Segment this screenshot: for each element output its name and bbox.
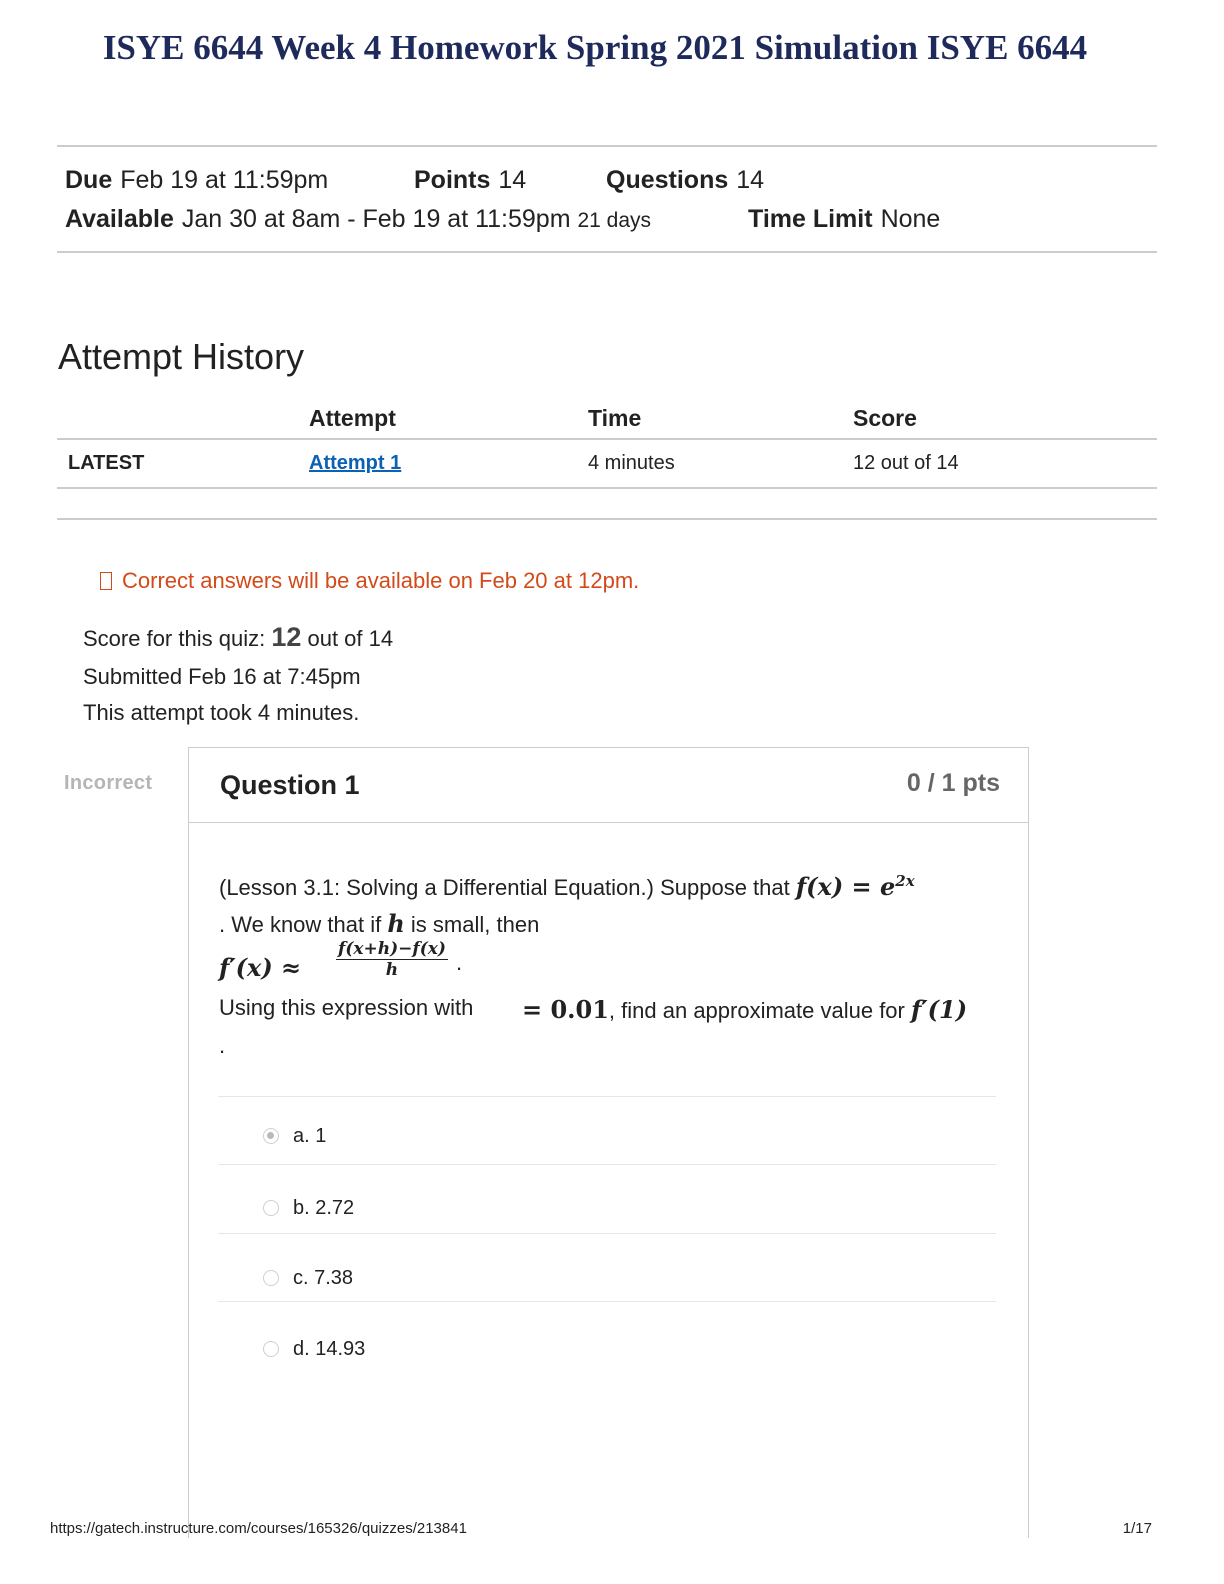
column-header-time: Time — [588, 405, 642, 431]
due-date: Due Feb 19 at 11:59pm — [65, 166, 329, 194]
radio-icon[interactable] — [263, 1200, 279, 1216]
answers-divider — [218, 1301, 996, 1302]
radio-selected-icon[interactable] — [263, 1128, 279, 1144]
latest-tag: LATEST — [68, 452, 145, 474]
question-title: Question 1 — [220, 770, 360, 800]
attempt-time: 4 minutes — [588, 452, 675, 474]
answer-option-a[interactable]: a. 1 — [263, 1125, 326, 1148]
info-icon — [100, 572, 112, 590]
submitted-time: Submitted Feb 16 at 7:45pm — [83, 664, 361, 689]
footer-url: https://gatech.instructure.com/courses/165326/quizzes/213841 — [50, 1520, 467, 1537]
incorrect-badge: Incorrect — [64, 772, 153, 794]
step-value: = 0.01, find an approximate value for f′(1) — [522, 995, 968, 1024]
answers-divider — [218, 1096, 996, 1097]
divider — [57, 251, 1157, 253]
difference-quotient: $\frac{f(x+h)-f(x)}{h}$ — [338, 939, 446, 980]
divider — [57, 487, 1157, 489]
quiz-score: Score for this quiz: 12 out of 14 — [83, 622, 394, 652]
footer-page-number: 1/17 — [1122, 1520, 1152, 1537]
radio-icon[interactable] — [263, 1341, 279, 1357]
correct-answers-notice: Correct answers will be available on Feb 20 at 12pm. — [100, 568, 639, 594]
math-function: $f(x) = e^{2x}$ — [795, 872, 915, 901]
points: Points 14 — [414, 166, 527, 194]
available-days: 21 days — [577, 209, 652, 232]
period: . — [456, 950, 463, 975]
question-text-line-1: (Lesson 3.1: Solving a Differential Equation.) Suppose that $f(x) = e^{2x}$ — [219, 872, 915, 901]
divider — [57, 518, 1157, 520]
document-title: ISYE 6644 Week 4 Homework Spring 2021 Simulation ISYE 6644 — [102, 28, 1088, 67]
derivative-approximation: f′(x) ≈ — [219, 953, 302, 982]
availability: Available Jan 30 at 8am - Feb 19 at 11:59pm 21 days — [65, 205, 652, 233]
question-points: 0 / 1 pts — [906, 769, 1000, 797]
questions-count: Questions 14 — [606, 166, 765, 194]
attempt-history-heading: Attempt History — [58, 336, 305, 377]
time-limit: Time Limit None — [748, 205, 941, 233]
column-header-attempt: Attempt — [309, 405, 396, 431]
question-text-line-2: . We know that if h is small, then — [219, 909, 540, 938]
answer-option-b[interactable]: b. 2.72 — [263, 1197, 354, 1220]
answers-divider — [218, 1233, 996, 1234]
question-text-line-4: Using this expression with — [219, 995, 474, 1020]
score-value: 12 — [271, 622, 302, 652]
answer-option-c[interactable]: c. 7.38 — [263, 1267, 353, 1290]
answer-option-d[interactable]: d. 14.93 — [263, 1338, 365, 1361]
question-header — [189, 748, 1028, 823]
radio-icon[interactable] — [263, 1270, 279, 1286]
attempt-link[interactable]: Attempt 1 — [309, 452, 402, 474]
attempt-duration: This attempt took 4 minutes. — [83, 700, 360, 725]
divider — [57, 145, 1157, 147]
attempt-score: 12 out of 14 — [853, 452, 959, 474]
column-header-score: Score — [853, 405, 917, 431]
question-text-line-5: . — [219, 1033, 226, 1058]
table-header-divider — [57, 438, 1157, 440]
answers-divider — [218, 1164, 996, 1165]
